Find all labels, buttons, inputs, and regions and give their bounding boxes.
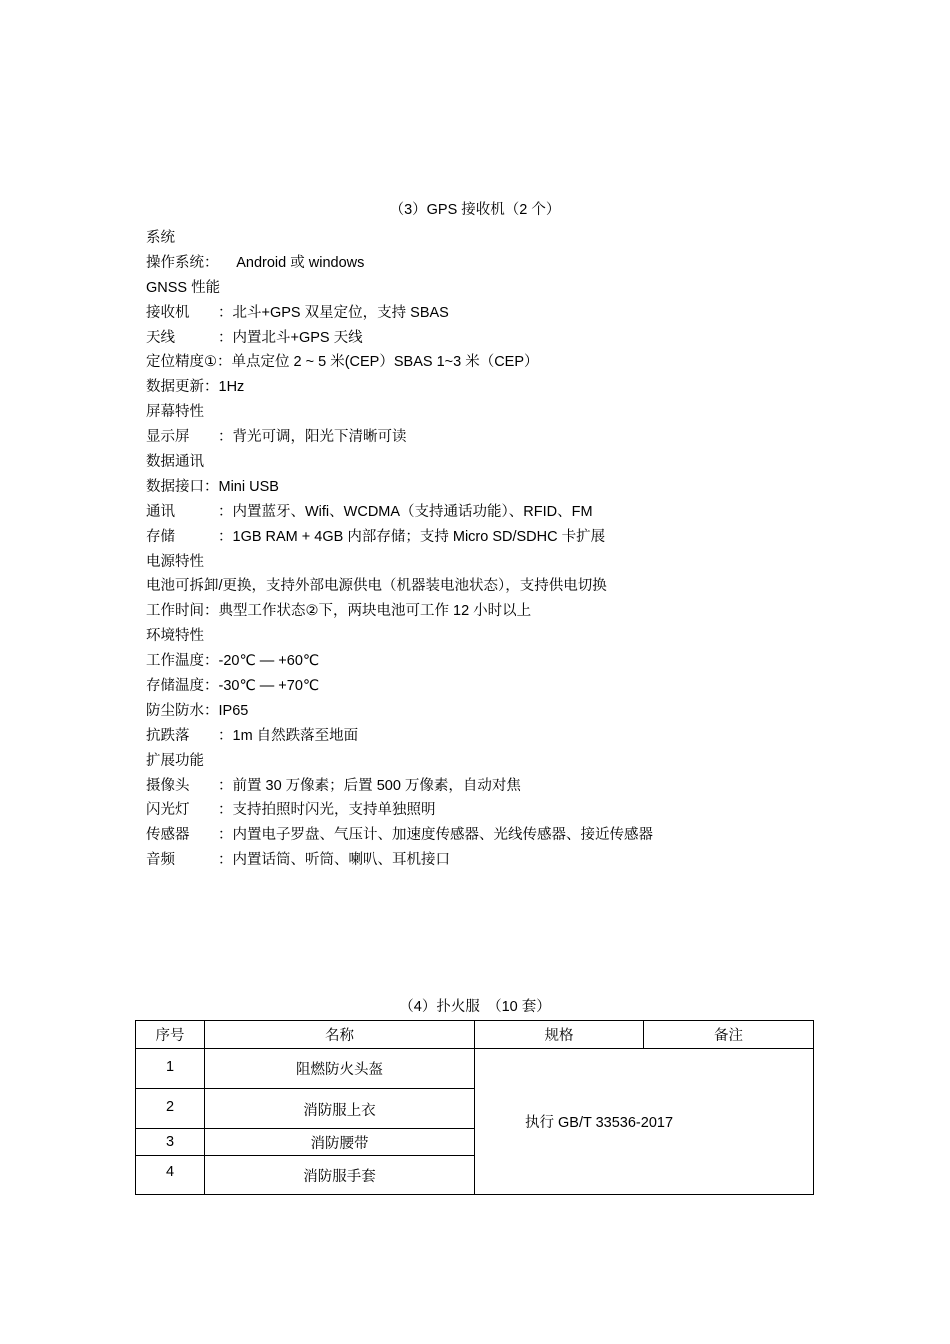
spec-label: 数据更新：	[146, 379, 219, 396]
spec-line	[146, 749, 846, 774]
spec-label-char: 摄	[146, 777, 161, 794]
spec-line	[146, 774, 846, 799]
spec-label: 数据通讯	[146, 454, 204, 471]
spec-label-char: 天	[146, 329, 161, 346]
spec-line	[146, 375, 846, 400]
spec-line	[146, 674, 846, 699]
spec-label: 环境特性	[146, 628, 204, 645]
spec-label: 工作时间：	[146, 603, 219, 620]
spec-label	[146, 525, 218, 550]
spec-line	[146, 301, 846, 326]
spec-value: ：支持拍照时闪光，支持单独照明	[218, 802, 436, 819]
spec-value: Mini USB	[218, 478, 279, 495]
spec-label-char: 像	[160, 777, 175, 794]
spec-line	[146, 525, 846, 550]
spec-line	[146, 823, 846, 848]
spec-line	[146, 400, 846, 425]
spec-label-char: 通	[146, 503, 161, 520]
spec-line	[146, 599, 846, 624]
spec-label-char: 储	[160, 528, 175, 545]
spec-label-char: 机	[175, 304, 190, 321]
spec-value: 1Hz	[218, 379, 245, 396]
spec-label	[146, 798, 218, 823]
spec-value: ：北斗+GPS 双星定位，支持 SBAS	[218, 304, 449, 321]
spec-value: ：内置电子罗盘、气压计、加速度传感器、光线传感器、接近传感器	[218, 827, 653, 844]
gps-section-title: （3）GPS 接收机（2 个）	[389, 202, 561, 218]
spec-label-char: 显	[146, 429, 161, 446]
spec-line	[146, 450, 846, 475]
spec-value: 电池可拆卸/更换，支持外部电源供电（机器装电池状态），支持供电切换	[146, 578, 607, 595]
header-name: 名称	[205, 1021, 475, 1049]
spec-label: 工作温度：	[146, 653, 219, 670]
spec-value: 单点定位 2 ~ 5 米(CEP）SBAS 1~3 米（CEP）	[231, 354, 539, 371]
spec-value: Android 或 windows	[218, 254, 365, 271]
spec-label-char: 落	[175, 727, 190, 744]
spec-line	[146, 848, 846, 873]
spec-value: ：1GB RAM + 4GB 内部存储；支持 Micro SD/SDHC 卡扩展	[218, 528, 606, 545]
row-no: 3	[136, 1129, 205, 1156]
spec-line	[146, 649, 846, 674]
spec-value: IP65	[218, 702, 249, 719]
spec-label	[146, 226, 211, 251]
spec-label	[146, 724, 218, 749]
spec-label-char: 系	[146, 230, 161, 246]
header-remark: 备注	[644, 1021, 814, 1049]
spec-line	[146, 350, 846, 375]
spec-label	[146, 500, 218, 525]
spec-value: -20℃ — +60℃	[218, 653, 320, 670]
spec-line	[146, 226, 846, 251]
spec-label	[146, 301, 218, 326]
spec-value: ：内置蓝牙、Wifi、WCDMA（支持通话功能）、RFID、FM	[218, 503, 593, 520]
spec-label: 操作系统：	[146, 254, 219, 271]
spec-line	[146, 500, 846, 525]
spec-label-char: 传	[146, 827, 161, 844]
spec-line	[146, 550, 846, 575]
spec-merged-cell: 执行 GB/T 33536-2017	[475, 1049, 814, 1195]
row-no: 1	[136, 1049, 205, 1089]
row-name: 消防服上衣	[205, 1089, 475, 1129]
spec-label: 电源特性	[146, 553, 204, 570]
spec-label	[146, 848, 218, 873]
spec-line	[146, 475, 846, 500]
spec-label-char: 感	[160, 827, 175, 844]
spec-line	[146, 724, 846, 749]
spec-value: ：内置话筒、听筒、喇叭、耳机接口	[218, 852, 450, 869]
spec-line	[146, 699, 846, 724]
spec-label-char: 统	[160, 230, 175, 246]
gps-spec-list	[146, 226, 846, 873]
row-no: 2	[136, 1089, 205, 1129]
spec-label: 防尘防水：	[146, 702, 219, 719]
spec-label-char: 存	[146, 528, 161, 545]
spec-label	[146, 774, 218, 799]
spec-label	[146, 823, 218, 848]
row-name: 消防腰带	[205, 1129, 475, 1156]
spec-line	[146, 276, 846, 301]
spec-value: -30℃ — +70℃	[218, 678, 320, 695]
spec-value: ：前置 30 万像素；后置 500 万像素，自动对焦	[218, 777, 521, 794]
firesuit-section-title: （4）扑火服 （10 套）	[399, 999, 551, 1015]
header-spec: 规格	[475, 1021, 644, 1049]
spec-label-char: 灯	[175, 802, 190, 819]
row-name: 消防服手套	[205, 1156, 475, 1195]
spec-label-char: 示	[160, 429, 175, 446]
spec-label: 扩展功能	[146, 752, 204, 769]
spec-label-char: 频	[160, 852, 175, 869]
spec-label-char: 器	[175, 827, 190, 844]
spec-line	[146, 251, 846, 276]
spec-label-char: 接	[146, 304, 161, 321]
spec-value: ：内置北斗+GPS 天线	[218, 329, 363, 346]
spec-label: 定位精度①：	[146, 354, 232, 371]
spec-label: 屏幕特性	[146, 404, 204, 421]
spec-label-char: 线	[160, 329, 175, 346]
spec-label: 存储温度：	[146, 678, 219, 695]
spec-line	[146, 425, 846, 450]
spec-label: 数据接口：	[146, 478, 219, 495]
spec-line	[146, 326, 846, 351]
spec-label-char: 头	[175, 777, 190, 794]
spec-value: 典型工作状态②下，两块电池可工作 12 小时以上	[218, 603, 532, 620]
spec-label-char: 音	[146, 852, 161, 869]
row-no: 4	[136, 1156, 205, 1195]
spec-label-char: 屏	[175, 429, 190, 446]
spec-line	[146, 574, 846, 599]
spec-line	[146, 624, 846, 649]
spec-value: ：1m 自然跌落至地面	[218, 727, 359, 744]
spec-label-char: 讯	[160, 503, 175, 520]
firesuit-table	[135, 1020, 814, 1195]
spec-label-char: 收	[160, 304, 175, 321]
header-no: 序号	[136, 1021, 205, 1049]
spec-label-char: 跌	[160, 727, 175, 744]
spec-label	[146, 425, 218, 450]
spec-label-char: 闪	[146, 802, 161, 819]
spec-label-char: 抗	[146, 727, 161, 744]
table-header-row	[136, 1021, 814, 1049]
spec-value: ：背光可调，阳光下清晰可读	[218, 429, 407, 446]
spec-label: GNSS 性能	[146, 279, 221, 296]
table-row	[136, 1049, 814, 1089]
spec-label-char: 光	[160, 802, 175, 819]
spec-line	[146, 798, 846, 823]
spec-label	[146, 326, 218, 351]
row-name: 阻燃防火头盔	[205, 1049, 475, 1089]
